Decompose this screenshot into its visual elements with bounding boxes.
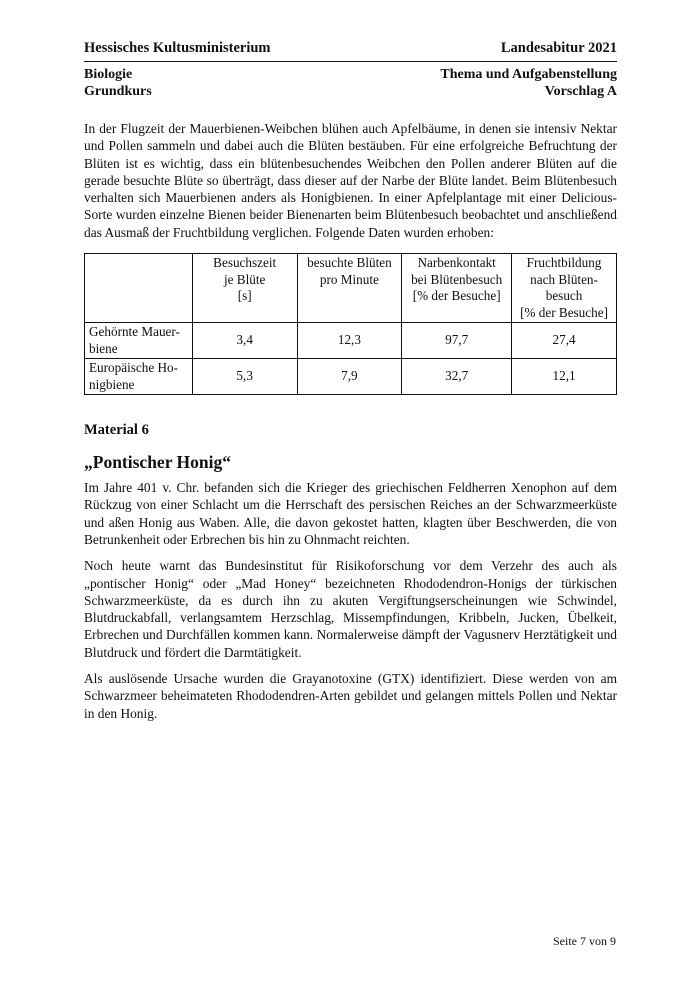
intro-paragraph: In der Flugzeit der Mauerbienen-Weibchen blühen auch Apfelbäume, in denen sie intensiv Nektar und Pollen sammeln und dabei auch die Blüten bestäuben. Für eine erfolgreiche Befruchtung der Blüten ist es wichtig, dass ein blütenbesuchendes Weibchen den Pollen anderer Blüten auf die gerade besuchte Blüte so überträgt, dass dieser auf der Narbe der Blüte landet. Beim Blütenbesuch verhalten sich Mauerbienen anders als Honigbienen. In einer Apfelplantage mit einer Delicious-Sorte wurden einzelne Bienen beider Bienenarten beim Blütenbesuch beobachtet und anschließend das Ausmaß der Fruchtbildung verglichen. Folgende Daten wurden erhoben:	[84, 121, 617, 240]
topic: Thema und Aufgabenstellung	[440, 67, 617, 82]
table-header-cell	[85, 254, 193, 323]
table-cell: 97,7	[402, 323, 512, 359]
document-page	[84, 40, 617, 722]
table-cell: 32,7	[402, 359, 512, 395]
table-row	[85, 323, 617, 359]
table-cell: 7,9	[297, 359, 402, 395]
exam-name: Landesabitur 2021	[500, 40, 617, 56]
subject: Biologie	[84, 67, 133, 82]
proposal: Vorschlag A	[544, 84, 617, 99]
header-sub	[84, 66, 617, 100]
section-title: „Pontischer Honig“	[84, 452, 231, 473]
table-header-cell: Narbenkontakt bei Blütenbesuch [% der Besuche]	[402, 254, 512, 323]
table-cell: 3,4	[192, 323, 297, 359]
table-cell: 12,3	[297, 323, 402, 359]
table-row-label: Europäische Ho- nigbiene	[85, 359, 193, 395]
table-row-label: Gehörnte Mauer- biene	[85, 323, 193, 359]
paragraph-3: Als auslösende Ursache wurden die Grayanotoxine (GTX) identifiziert. Diese werden von am Schwarzmeer beheimateten Rhododendren-Arten gebildet und gelangen mittels Pollen und Nektar in den Honig.	[84, 671, 617, 721]
table-cell: 5,3	[192, 359, 297, 395]
bee-data-table	[84, 253, 617, 395]
table-row	[85, 359, 617, 395]
institution-name: Hessisches Kultusministerium	[84, 40, 271, 56]
table-header-row	[85, 254, 617, 323]
table-header-cell: Besuchszeit je Blüte [s]	[192, 254, 297, 323]
header-top	[84, 40, 617, 62]
table-header-cell: besuchte Blüten pro Minute	[297, 254, 402, 323]
material-title: Material 6	[84, 422, 149, 439]
table-cell: 12,1	[512, 359, 617, 395]
paragraph-2: Noch heute warnt das Bundesinstitut für Risikoforschung vor dem Verzehr des auch als „pontischer Honig“ oder „Mad Honey“ bezeichneten Rhododendron-Honigs der türkischen Schwarzmeerküste, da es durch ihn zu akuten Vergiftungserscheinungen wie Schwindel, Blutdruckabfall, verlangsamtem Herzschlag, Missempfindungen, Kribbeln, Jucken, Übelkeit, Erbrechen und Durchfällen kommen kann. Normalerweise dämpft der Vagusnerv Herztätigkeit und Blutdruck und fördert die Darmtätigkeit.	[84, 558, 617, 660]
table-header-cell: Fruchtbildung nach Blüten- besuch [% der Besuche]	[512, 254, 617, 323]
course: Grundkurs	[84, 84, 152, 99]
paragraph-1: Im Jahre 401 v. Chr. befanden sich die Krieger des griechischen Feldherren Xenophon auf dem Rückzug von einer Schlacht um die Herrschaft des persischen Reiches an der Schwarzmeerküste und aßen Honig aus Waben. Alle, die davon gekostet hatten, klagten über Beschwerden, die von Betrunkenheit oder Erbrechen bis hin zu Ohnmacht reichten.	[84, 480, 617, 547]
table-cell: 27,4	[512, 323, 617, 359]
page-number: Seite 7 von 9	[553, 934, 616, 948]
